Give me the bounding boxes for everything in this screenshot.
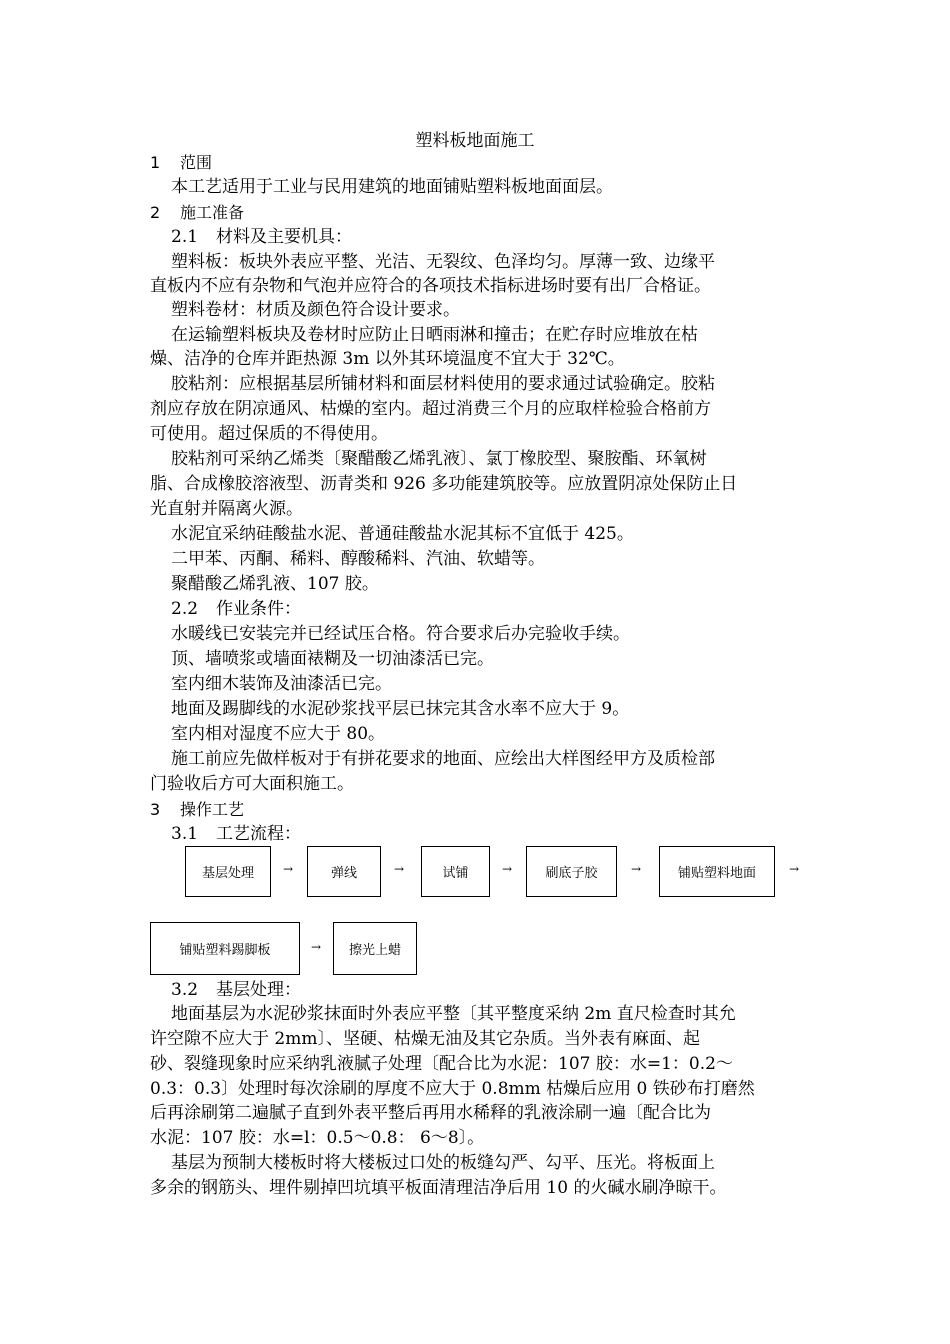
- subsection-heading: 3.2 基层处理：: [171, 980, 301, 1000]
- flow-step-trial-lay: 试铺: [421, 846, 490, 897]
- paragraph-line: 地面及踢脚线的水泥砂浆找平层已抹完其含水率不应大于 9。: [171, 699, 630, 719]
- paragraph-line: 光直射并隔离火源。: [150, 499, 303, 519]
- flow-arrow: →: [311, 940, 322, 954]
- paragraph-line: 地面基层为水泥砂浆抹面时外表应平整〔其平整度采纳 2m 直尺检查时其允: [171, 1004, 736, 1024]
- paragraph-line: 胶粘剂可采纳乙烯类〔聚醋酸乙烯乳液〕、氯丁橡胶型、聚胺酯、环氧树: [171, 449, 707, 469]
- flow-step-primer: 刷底子胶: [526, 846, 617, 897]
- paragraph-line: 聚醋酸乙烯乳液、107 胶。: [171, 574, 379, 594]
- paragraph-line: 直板内不应有杂物和气泡并应符合的各项技术指标进场时要有出厂合格证。: [150, 276, 711, 296]
- flow-step-base-treatment: 基层处理: [185, 846, 271, 897]
- flow-step-lay-floor: 铺贴塑料地面: [659, 846, 775, 897]
- flow-step-snap-line: 弹线: [307, 846, 381, 897]
- paragraph-line: 塑料板：板块外表应平整、光洁、无裂纹、色泽均匀。厚薄一致、边缘平: [171, 252, 715, 272]
- paragraph-line: 多余的钢筋头、埋件剔掉凹坑填平板面清理洁净后用 10 的火碱水刷净晾干。: [150, 1178, 727, 1198]
- paragraph-line: 水泥：107 胶：水=l：0.5～0.8： 6～8〕。: [150, 1128, 485, 1148]
- flow-arrow: →: [502, 862, 513, 876]
- paragraph-line: 顶、墙喷浆或墙面裱糊及一切油漆活已完。: [171, 649, 494, 669]
- paragraph-line: 许空隙不应大于 2mm〕、坚硬、枯燥无油及其它杂质。当外表有麻面、起: [150, 1029, 700, 1049]
- subsection-heading: 3.1 工艺流程：: [171, 824, 301, 844]
- paragraph-line: 燥、洁净的仓库并距热源 3m 以外其环境温度不宜大于 32℃。: [150, 349, 625, 369]
- flow-arrow: →: [631, 862, 642, 876]
- paragraph-line: 室内相对湿度不应大于 80。: [171, 724, 386, 744]
- paragraph-line: 剂应存放在阴凉通风、枯燥的室内。超过消费三个月的应取样检验合格前方: [150, 399, 711, 419]
- paragraph-line: 水暖线已安装完并已经试压合格。符合要求后办完验收手续。: [171, 624, 630, 644]
- flow-arrow: →: [394, 862, 405, 876]
- paragraph-line: 室内细木装饰及油漆活已完。: [171, 674, 392, 694]
- section-heading: 2 施工准备: [150, 203, 245, 222]
- subsection-heading: 2.1 材料及主要机具：: [171, 227, 352, 247]
- flow-step-lay-skirting: 铺贴塑料踢脚板: [150, 922, 300, 975]
- paragraph-line: 塑料卷材：材质及颜色符合设计要求。: [171, 300, 460, 320]
- section-heading: 3 操作工艺: [150, 800, 245, 819]
- paragraph-line: 门验收后方可大面积施工。: [150, 774, 354, 794]
- flow-arrow: →: [789, 862, 800, 876]
- paragraph-line: 水泥宜采纳硅酸盐水泥、普通硅酸盐水泥其标不宜低于 425。: [171, 524, 634, 544]
- paragraph-line: 后再涂刷第二遍腻子直到外表平整后再用水稀释的乳液涂刷一遍〔配合比为: [150, 1103, 711, 1123]
- paragraph-line: 胶粘剂：应根据基层所铺材料和面层材料使用的要求通过试验确定。胶粘: [171, 374, 715, 394]
- flow-arrow: →: [283, 862, 294, 876]
- page-title: 塑料板地面施工: [415, 131, 535, 151]
- paragraph-line: 施工前应先做样板对于有拼花要求的地面、应绘出大样图经甲方及质检部: [171, 749, 715, 769]
- paragraph-line: 二甲苯、丙酮、稀料、醇酸稀料、汽油、软蜡等。: [171, 549, 545, 569]
- subsection-heading: 2.2 作业条件：: [171, 599, 301, 619]
- paragraph-line: 脂、合成橡胶溶液型、沥青类和 926 多功能建筑胶等。应放置阴凉处保防止日: [150, 474, 738, 494]
- paragraph-line: 可使用。超过保质的不得使用。: [150, 424, 388, 444]
- paragraph-line: 0.3：0.3〕处理时每次涂刷的厚度不应大于 0.8mm 枯燥后应用 0 铁砂布打磨然: [150, 1079, 755, 1099]
- paragraph-line: 基层为预制大楼板时将大楼板过口处的板缝勾严、勾平、压光。将板面上: [171, 1153, 715, 1173]
- flow-step-polish-wax: 擦光上蜡: [333, 922, 417, 975]
- paragraph-line: 本工艺适用于工业与民用建筑的地面铺贴塑料板地面面层。: [171, 177, 613, 197]
- paragraph-line: 在运输塑料板块及卷材时应防止日晒雨淋和撞击；在贮存时应堆放在枯: [171, 325, 698, 345]
- section-heading: 1 范围: [150, 153, 213, 172]
- paragraph-line: 砂、裂缝现象时应采纳乳液腻子处理〔配合比为水泥：107 胶：水=1：0.2～: [150, 1054, 733, 1074]
